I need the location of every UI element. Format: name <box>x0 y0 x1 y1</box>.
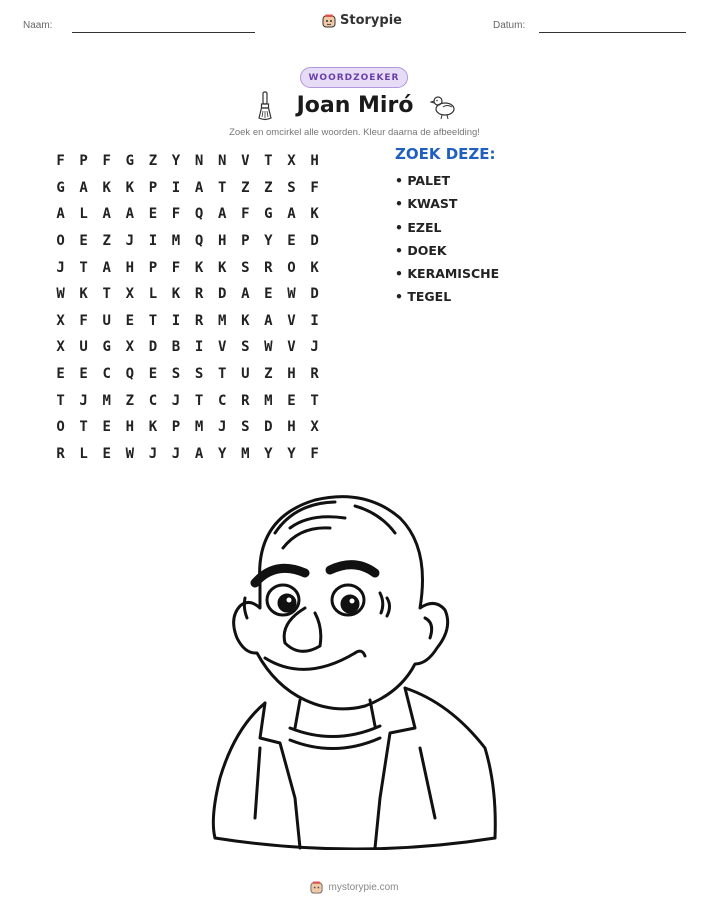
grid-letter[interactable]: H <box>287 366 296 383</box>
date-line <box>539 32 686 33</box>
grid-letter[interactable]: P <box>148 179 158 196</box>
word-list-item: • EZEL <box>395 219 442 235</box>
grid-letter[interactable]: D <box>264 419 273 436</box>
footer-url: mystorypie.com <box>328 882 399 893</box>
grid-letter[interactable]: E <box>148 366 158 383</box>
grid-letter[interactable]: T <box>102 286 111 303</box>
grid-letter[interactable]: S <box>287 179 296 196</box>
grid-letter[interactable]: E <box>264 286 273 303</box>
name-line <box>72 32 255 33</box>
grid-letter[interactable]: R <box>241 392 250 409</box>
grid-row <box>49 254 326 281</box>
grid-letter[interactable]: Z <box>264 366 273 383</box>
grid-letter[interactable]: J <box>310 339 319 356</box>
grid-letter[interactable]: O <box>56 419 65 436</box>
storypie-logo-icon <box>322 14 336 28</box>
word-search-grid <box>49 148 326 467</box>
grid-letter[interactable]: X <box>287 153 296 170</box>
grid-letter[interactable]: R <box>264 259 273 276</box>
grid-letter[interactable]: T <box>217 366 227 383</box>
grid-letter[interactable]: H <box>287 419 296 436</box>
grid-letter[interactable]: T <box>310 392 319 409</box>
grid-letter[interactable]: Z <box>241 179 250 196</box>
grid-letter[interactable]: K <box>79 286 88 303</box>
grid-letter[interactable]: I <box>171 312 181 329</box>
grid-letter[interactable]: E <box>56 366 65 383</box>
grid-letter[interactable]: F <box>102 153 111 170</box>
grid-letter[interactable]: K <box>310 206 319 223</box>
grid-letter[interactable]: W <box>56 286 65 303</box>
grid-letter[interactable]: A <box>102 206 111 223</box>
grid-letter[interactable]: T <box>79 419 88 436</box>
grid-letter[interactable]: X <box>56 339 65 356</box>
footer <box>0 881 709 894</box>
grid-letter[interactable]: R <box>310 366 319 383</box>
grid-letter[interactable]: X <box>125 339 135 356</box>
grid-letter[interactable]: Y <box>287 445 296 462</box>
grid-letter[interactable]: J <box>171 392 181 409</box>
grid-letter[interactable]: T <box>79 259 88 276</box>
grid-letter[interactable]: D <box>217 286 227 303</box>
grid-letter[interactable]: S <box>241 419 250 436</box>
word-list-item: • KWAST <box>395 196 458 212</box>
grid-letter[interactable]: Q <box>194 233 204 250</box>
grid-letter[interactable]: U <box>102 312 111 329</box>
grid-letter[interactable]: V <box>241 153 250 170</box>
word-list-item: • TEGEL <box>395 289 452 305</box>
grid-letter[interactable]: V <box>287 312 296 329</box>
grid-letter[interactable]: Q <box>125 366 135 383</box>
grid-row <box>49 361 326 388</box>
grid-row <box>49 308 326 335</box>
grid-row <box>49 281 326 308</box>
grid-letter[interactable]: K <box>171 286 181 303</box>
grid-letter[interactable]: A <box>194 445 204 462</box>
date-label: Datum: <box>493 20 526 31</box>
grid-letter[interactable]: X <box>56 312 65 329</box>
grid-letter[interactable]: P <box>148 259 158 276</box>
grid-letter[interactable]: K <box>241 312 250 329</box>
grid-letter[interactable]: V <box>217 339 227 356</box>
grid-letter[interactable]: D <box>310 233 319 250</box>
grid-letter[interactable]: R <box>194 286 204 303</box>
grid-letter[interactable]: P <box>79 153 88 170</box>
paintbrush-icon <box>253 91 277 121</box>
grid-letter[interactable]: W <box>287 286 296 303</box>
grid-row <box>49 387 326 414</box>
grid-letter[interactable]: A <box>217 206 227 223</box>
grid-letter[interactable]: A <box>125 206 135 223</box>
grid-letter[interactable]: Y <box>217 445 227 462</box>
grid-letter[interactable]: C <box>217 392 227 409</box>
grid-letter[interactable]: S <box>171 366 181 383</box>
grid-letter[interactable]: Y <box>264 233 273 250</box>
brand-name: Storypie <box>340 13 402 28</box>
grid-letter[interactable]: V <box>287 339 296 356</box>
grid-letter[interactable]: X <box>125 286 135 303</box>
grid-letter[interactable]: S <box>241 339 250 356</box>
grid-letter[interactable]: E <box>287 233 296 250</box>
grid-letter[interactable]: J <box>125 233 135 250</box>
word-list <box>395 145 499 313</box>
grid-letter[interactable]: A <box>79 179 88 196</box>
grid-letter[interactable]: D <box>310 286 319 303</box>
grid-letter[interactable]: E <box>287 392 296 409</box>
grid-letter[interactable]: E <box>79 233 88 250</box>
grid-letter[interactable]: F <box>310 179 319 196</box>
grid-letter[interactable]: I <box>194 339 204 356</box>
grid-letter[interactable]: Y <box>264 445 273 462</box>
grid-letter[interactable]: A <box>264 312 273 329</box>
grid-letter[interactable]: G <box>264 206 273 223</box>
grid-letter[interactable]: X <box>310 419 319 436</box>
grid-letter[interactable]: O <box>56 233 65 250</box>
instructions: Zoek en omcirkel alle woorden. Kleur daarna de afbeelding! <box>229 127 480 138</box>
storypie-logo-icon <box>310 881 323 894</box>
grid-letter[interactable]: H <box>217 233 227 250</box>
word-list-item: • KERAMISCHE <box>395 266 500 282</box>
grid-letter[interactable]: M <box>194 419 204 436</box>
grid-letter[interactable]: Z <box>102 233 111 250</box>
word-list-item: • DOEK <box>395 242 447 258</box>
grid-letter[interactable]: L <box>79 445 88 462</box>
grid-letter[interactable]: H <box>125 419 135 436</box>
grid-letter[interactable]: J <box>56 259 65 276</box>
grid-letter[interactable]: E <box>102 419 111 436</box>
grid-letter[interactable]: U <box>241 366 250 383</box>
grid-letter[interactable]: Q <box>194 206 204 223</box>
grid-letter[interactable]: F <box>171 259 181 276</box>
grid-letter[interactable]: K <box>125 179 135 196</box>
grid-letter[interactable]: I <box>310 312 319 329</box>
grid-letter[interactable]: A <box>56 206 65 223</box>
grid-letter[interactable]: E <box>102 445 111 462</box>
grid-letter[interactable]: E <box>148 206 158 223</box>
grid-letter[interactable]: T <box>56 392 65 409</box>
grid-letter[interactable]: Z <box>148 153 158 170</box>
grid-letter[interactable]: R <box>56 445 65 462</box>
grid-row <box>49 175 326 202</box>
grid-letter[interactable]: T <box>148 312 158 329</box>
brand <box>322 13 402 28</box>
grid-letter[interactable]: S <box>194 366 204 383</box>
grid-letter[interactable]: L <box>148 286 158 303</box>
grid-letter[interactable]: T <box>217 179 227 196</box>
name-label: Naam: <box>23 20 53 31</box>
word-list-item: • PALET <box>395 173 451 188</box>
bird-icon <box>430 92 458 120</box>
grid-letter[interactable]: A <box>102 259 111 276</box>
grid-row <box>49 414 326 441</box>
grid-row <box>49 148 326 175</box>
grid-letter[interactable]: C <box>102 366 111 383</box>
grid-letter[interactable]: T <box>264 153 273 170</box>
grid-letter[interactable]: J <box>171 445 181 462</box>
grid-letter[interactable]: G <box>56 179 65 196</box>
grid-letter[interactable]: I <box>171 179 181 196</box>
grid-letter[interactable]: I <box>148 233 158 250</box>
grid-letter[interactable]: H <box>310 153 319 170</box>
grid-row <box>49 441 326 468</box>
grid-letter[interactable]: K <box>310 259 319 276</box>
grid-letter[interactable]: B <box>171 339 181 356</box>
grid-letter[interactable]: K <box>102 179 111 196</box>
grid-letter[interactable]: M <box>102 392 111 409</box>
grid-letter[interactable]: A <box>194 179 204 196</box>
grid-letter[interactable]: A <box>241 286 250 303</box>
grid-letter[interactable]: E <box>79 366 88 383</box>
grid-letter[interactable]: K <box>194 259 204 276</box>
grid-letter[interactable]: P <box>171 419 181 436</box>
grid-letter[interactable]: M <box>264 392 273 409</box>
grid-row <box>49 228 326 255</box>
grid-letter[interactable]: Y <box>171 153 181 170</box>
worksheet-type-badge: WOORDZOEKER <box>300 67 408 88</box>
grid-letter[interactable]: T <box>194 392 204 409</box>
grid-letter[interactable]: N <box>217 153 227 170</box>
grid-letter[interactable]: K <box>148 419 158 436</box>
grid-letter[interactable]: M <box>241 445 250 462</box>
grid-letter[interactable]: E <box>125 312 135 329</box>
grid-letter[interactable]: N <box>194 153 204 170</box>
grid-letter[interactable]: P <box>241 233 250 250</box>
page-title: Joan Miró <box>296 93 414 118</box>
grid-letter[interactable]: M <box>217 312 227 329</box>
grid-letter[interactable]: F <box>171 206 181 223</box>
grid-letter[interactable]: F <box>310 445 319 462</box>
grid-letter[interactable]: J <box>217 419 227 436</box>
coloring-portrait <box>205 488 505 850</box>
grid-letter[interactable]: D <box>148 339 158 356</box>
grid-letter[interactable]: L <box>79 206 88 223</box>
grid-letter[interactable]: S <box>241 259 250 276</box>
grid-letter[interactable]: F <box>241 206 250 223</box>
grid-row <box>49 201 326 228</box>
grid-letter[interactable]: F <box>56 153 65 170</box>
grid-letter[interactable]: K <box>217 259 227 276</box>
grid-letter[interactable]: G <box>125 153 135 170</box>
grid-letter[interactable]: F <box>79 312 88 329</box>
grid-letter[interactable]: C <box>148 392 158 409</box>
grid-letter[interactable]: G <box>102 339 111 356</box>
grid-letter[interactable]: A <box>287 206 296 223</box>
grid-letter[interactable]: U <box>79 339 88 356</box>
grid-letter[interactable]: O <box>287 259 296 276</box>
grid-letter[interactable]: Z <box>264 179 273 196</box>
grid-letter[interactable]: J <box>79 392 88 409</box>
grid-row <box>49 334 326 361</box>
grid-letter[interactable]: R <box>194 312 204 329</box>
grid-letter[interactable]: M <box>171 233 181 250</box>
grid-letter[interactable]: W <box>125 445 135 462</box>
grid-letter[interactable]: H <box>125 259 135 276</box>
grid-letter[interactable]: Z <box>125 392 135 409</box>
word-list-title: ZOEK DEZE: <box>395 145 496 163</box>
grid-letter[interactable]: W <box>264 339 273 356</box>
grid-letter[interactable]: J <box>148 445 158 462</box>
worksheet-header <box>0 0 709 50</box>
